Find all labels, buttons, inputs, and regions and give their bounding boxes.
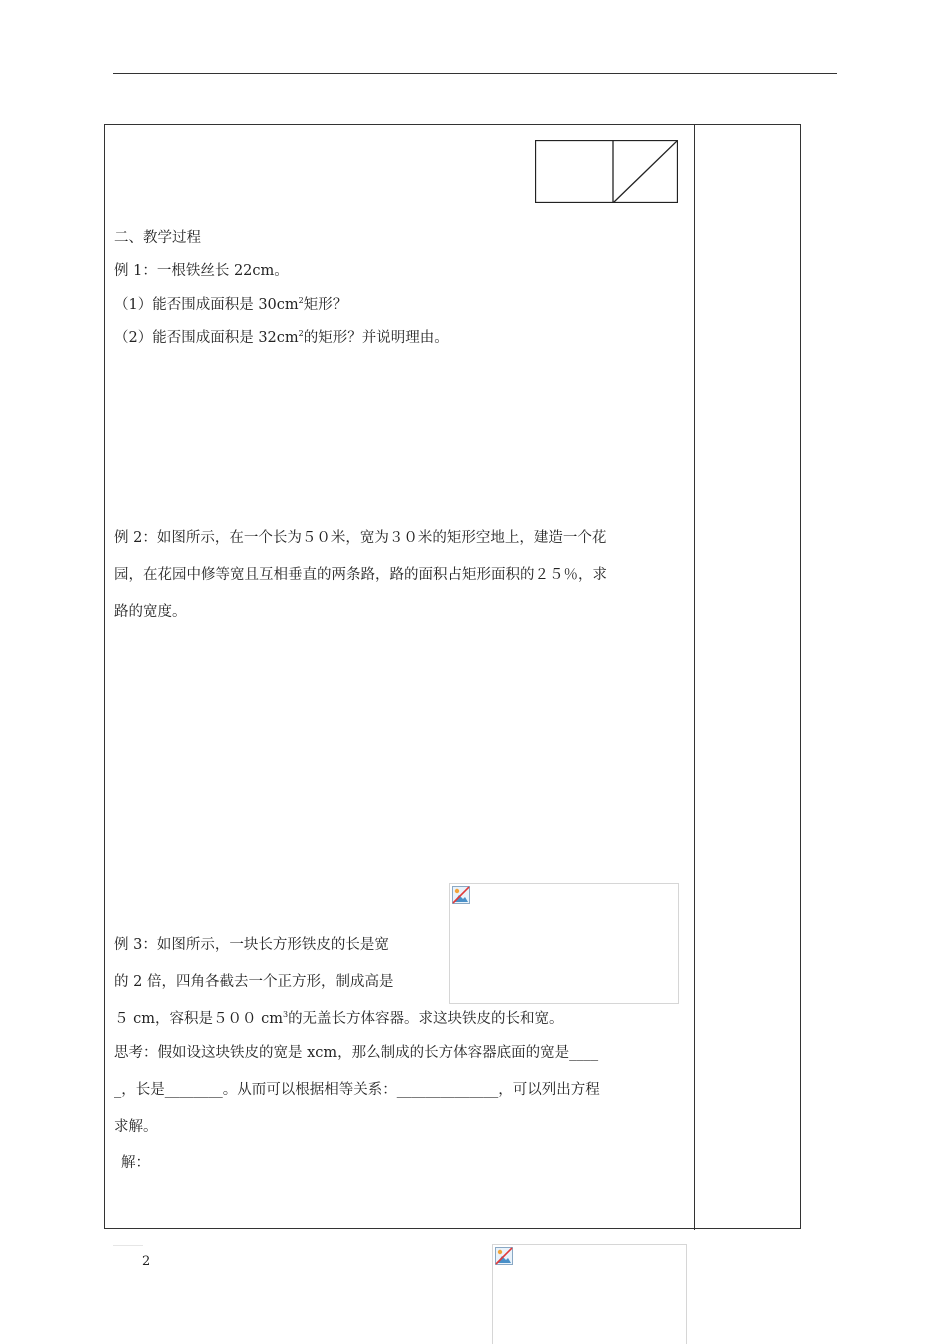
example1-question1 [114,295,347,315]
example1-q2-post: 的矩形？并说明理由。 [303,330,449,346]
thinking-line2 [114,1080,600,1100]
example3-line1: 例 3：如图所示，一块长方形铁皮的长是宽 [114,937,389,953]
example1-q2-sup: 2 [298,329,304,339]
footer-image-placeholder [492,1244,687,1344]
example3-line3-pre: ５ cm，容积是５００ cm [114,1011,283,1027]
lesson-table [104,124,801,1229]
example3-line2: 的 2 倍，四角各截去一个正方形，制成高是 [114,974,394,990]
section-title: 二、教学过程 [114,230,201,246]
example2-line2: 园，在花园中修等宽且互相垂直的两条路，路的面积占矩形面积的２５％，求 [114,567,607,583]
thinking-line1: 思考：假如设这块铁皮的宽是 xcm，那么制成的长方体容器底面的宽是____ [114,1045,599,1061]
example3-line3-sup: 3 [282,1010,289,1020]
example1-q2-pre: （2）能否围成面积是 32cm [114,330,299,346]
example3-line3-post: 的无盖长方体容器。求这块铁皮的长和宽。 [288,1011,564,1027]
example2-line1: 例 2：如图所示，在一个长为５０米，宽为３０米的矩形空地上，建造一个花 [114,530,607,546]
footer-rule [113,1245,143,1246]
solution-label: 解： [121,1155,150,1171]
notes-column-divider [694,124,695,1230]
example3-figure-placeholder [449,883,679,1004]
page-number: 2 [142,1254,151,1269]
example1-q1-pre: （1）能否围成面积是 30cm [114,297,299,313]
thinking-line3: 求解。 [114,1119,158,1135]
example3-line3 [114,1009,564,1029]
thinking-line2-b: 。从而可以根据相等关系：______________，可以列出方程 [222,1082,600,1098]
broken-image-icon [452,886,470,904]
example1-q1-sup: 2 [298,296,304,306]
thinking-line2-a: _，长是________ [114,1082,223,1098]
example2-line3: 路的宽度。 [114,604,187,620]
rectangle-diagram [535,140,678,203]
example1-q1-post: 矩形？ [303,297,348,313]
example1-title: 例 1：一根铁丝长 22cm。 [114,263,289,279]
header-rule [113,73,837,74]
broken-image-icon [495,1247,513,1265]
example1-question2 [114,328,449,348]
